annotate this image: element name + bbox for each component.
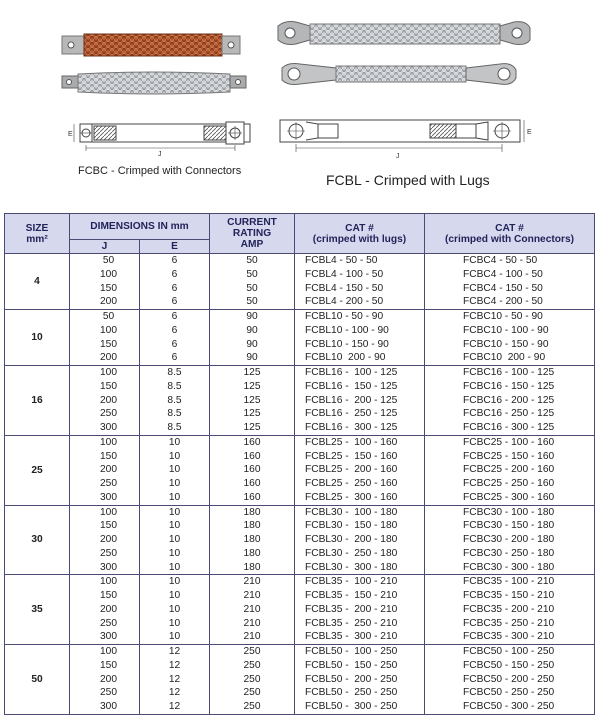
cat-lugs-value: FCBL4 - 150 - 50 (305, 282, 384, 294)
length-label-j: J (158, 151, 162, 158)
cat-lugs-value: FCBL35 - 300 - 210 (305, 631, 398, 643)
dim-j-value: 150 (100, 338, 117, 350)
current-rating-value: 250 (243, 687, 261, 699)
cat-connectors-value: FCBC25 - 200 - 160 (463, 464, 555, 476)
size-group-row (5, 645, 595, 715)
dim-j-value: 100 (100, 324, 117, 336)
dim-e-value: 10 (168, 464, 181, 476)
size-cell: 35 (5, 575, 70, 645)
cat-lugs-value: FCBL16 - 100 - 125 (305, 367, 398, 378)
cat-lugs-value: FCBL50 - 200 - 250 (305, 673, 398, 685)
cat-connectors-cell (425, 505, 595, 575)
cat-lugs-value: FCBL10 - 100 - 90 (305, 324, 389, 336)
current-rating-value: 90 (246, 311, 258, 322)
size-group-row (5, 435, 595, 505)
cat-connectors-value: FCBC25 - 250 - 160 (463, 478, 555, 489)
size-group-row (5, 575, 595, 645)
cat-connectors-value: FCBC30 - 100 - 180 (463, 506, 555, 518)
dim-e-value: 10 (168, 547, 181, 559)
dim-e-value: 12 (168, 659, 181, 671)
caption-lugs: FCBL - Crimped with Lugs (326, 172, 490, 188)
cat-connectors-value: FCBC30 - 300 - 180 (463, 561, 555, 573)
spec-table-header (5, 214, 595, 254)
dim-j-value: 150 (100, 590, 117, 601)
cat-connectors-value: FCBC50 - 150 - 250 (463, 659, 555, 671)
cat-connectors-value: FCBC35 - 150 - 210 (463, 590, 555, 601)
dim-j-cell (70, 575, 140, 645)
cat-lugs-value: FCBL30 - 100 - 180 (305, 506, 398, 518)
dim-j-value: 200 (100, 534, 117, 545)
current-rating-value: 210 (243, 576, 261, 588)
size-cell: 25 (5, 435, 70, 505)
dim-e-value: 10 (168, 631, 181, 643)
cat-connectors-value: FCBC25 - 150 - 160 (463, 450, 555, 462)
cat-lugs-value: FCBL16 - 300 - 125 (305, 422, 398, 433)
current-rating-cell (210, 505, 295, 575)
cat-lugs-value: FCBL30 - 150 - 180 (305, 520, 398, 532)
cat-lugs-cell (295, 310, 425, 366)
current-rating-cell (210, 366, 295, 436)
current-rating-value: 180 (243, 547, 261, 559)
dim-e-cell (140, 254, 210, 310)
cat-lugs-value: FCBL30 - 300 - 180 (305, 561, 398, 573)
current-rating-value: 180 (243, 520, 261, 532)
cat-connectors-value: FCBC50 - 100 - 250 (463, 646, 555, 657)
cat-connectors-value: FCBC10 - 150 - 90 (463, 338, 549, 350)
dim-e-value: 10 (168, 520, 181, 532)
cat-connectors-cell (425, 254, 595, 310)
current-rating-value: 50 (246, 268, 258, 280)
current-rating-value: 125 (243, 380, 261, 392)
cat-lugs-value: FCBL4 - 50 - 50 (305, 255, 378, 266)
cat-connectors-value: FCBC16 - 100 - 125 (463, 367, 555, 378)
current-rating-value: 50 (246, 282, 258, 294)
current-rating-value: 160 (243, 491, 261, 503)
dim-j-value: 300 (100, 491, 117, 503)
cat-connectors-value: FCBC30 - 200 - 180 (463, 534, 555, 545)
current-rating-cell (210, 645, 295, 715)
dim-e-value: 10 (168, 491, 181, 503)
current-rating-value: 210 (243, 631, 261, 643)
current-rating-value: 210 (243, 617, 261, 629)
cat-lugs-value: FCBL4 - 100 - 50 (305, 268, 384, 280)
dim-e-value: 6 (171, 311, 178, 322)
dim-e-value: 10 (168, 590, 181, 601)
cat-connectors-value: FCBC10 200 - 90 (463, 352, 546, 364)
dim-j-cell (70, 254, 140, 310)
silver-braid-lug-photo-2 (282, 64, 516, 85)
cat-lugs-cell (295, 366, 425, 436)
current-rating-value: 90 (246, 324, 258, 336)
current-rating-value: 180 (243, 506, 261, 518)
cat-lugs-value: FCBL35 - 100 - 210 (305, 576, 398, 588)
current-rating-value: 50 (246, 296, 258, 308)
current-rating-value: 90 (246, 338, 258, 350)
silver-braid-lug-photo-1 (278, 22, 530, 45)
spec-table-body (5, 254, 595, 715)
header-e: E (140, 240, 210, 254)
dim-e-value: 12 (168, 646, 181, 657)
cat-lugs-value: FCBL10 - 150 - 90 (305, 338, 389, 350)
dim-e-value: 8.5 (167, 408, 182, 420)
dim-j-value: 250 (100, 687, 117, 699)
cat-lugs-cell (295, 645, 425, 715)
cat-lugs-value: FCBL16 - 150 - 125 (305, 380, 398, 392)
current-rating-value: 160 (243, 464, 261, 476)
cat-connectors-value: FCBC16 - 250 - 125 (463, 408, 555, 420)
cat-lugs-value: FCBL4 - 200 - 50 (305, 296, 384, 308)
dim-e-value: 10 (168, 617, 181, 629)
dim-e-value: 10 (168, 561, 181, 573)
dim-j-value: 100 (100, 576, 117, 588)
current-rating-value: 125 (243, 408, 261, 420)
cat-lugs-value: FCBL35 - 150 - 210 (305, 590, 398, 601)
product-images (0, 0, 600, 205)
cat-connectors-value: FCBC4 - 150 - 50 (463, 282, 543, 294)
cat-connectors-value: FCBC50 - 200 - 250 (463, 673, 555, 685)
size-cell: 4 (5, 254, 70, 310)
dim-e-cell (140, 366, 210, 436)
current-rating-value: 160 (243, 450, 261, 462)
dim-e-value: 12 (168, 673, 181, 685)
caption-connectors: FCBC - Crimped with Connectors (78, 165, 242, 177)
dim-j-value: 250 (100, 478, 117, 489)
dim-e-value: 12 (168, 701, 181, 712)
cat-lugs-value: FCBL10 200 - 90 (305, 352, 386, 364)
dim-e-value: 10 (168, 534, 181, 545)
dim-e-value: 6 (171, 255, 178, 266)
cat-lugs-value: FCBL25 - 300 - 160 (305, 491, 398, 503)
header-j: J (70, 240, 140, 254)
current-rating-cell (210, 310, 295, 366)
dim-j-value: 150 (100, 659, 117, 671)
dim-e-value: 6 (171, 352, 178, 364)
dim-j-value: 100 (100, 268, 117, 280)
cat-connectors-value: FCBC4 - 50 - 50 (463, 255, 538, 266)
connector-dimension-drawing (68, 122, 250, 158)
dim-j-value: 250 (100, 408, 117, 420)
dim-j-value: 150 (100, 380, 117, 392)
cat-lugs-value: FCBL25 - 100 - 160 (305, 436, 398, 448)
spec-table (4, 213, 595, 715)
cat-lugs-value: FCBL50 - 150 - 250 (305, 659, 398, 671)
dim-e-value: 10 (168, 576, 181, 588)
dim-j-value: 200 (100, 352, 117, 364)
current-rating-value: 160 (243, 436, 261, 448)
dim-j-cell (70, 435, 140, 505)
lug-dimension-drawing (280, 120, 532, 160)
cat-connectors-value: FCBC4 - 200 - 50 (463, 296, 543, 308)
current-rating-value: 250 (243, 646, 261, 657)
cat-connectors-value: FCBC30 - 250 - 180 (463, 547, 555, 559)
dim-j-cell (70, 645, 140, 715)
cat-lugs-cell (295, 575, 425, 645)
current-rating-value: 180 (243, 534, 261, 545)
cat-lugs-value: FCBL35 - 200 - 210 (305, 603, 398, 615)
current-rating-cell (210, 254, 295, 310)
cat-connectors-value: FCBC25 - 300 - 160 (463, 491, 555, 503)
dim-j-value: 200 (100, 394, 117, 406)
dim-e-value: 10 (168, 603, 181, 615)
current-rating-cell (210, 575, 295, 645)
dim-j-value: 200 (100, 464, 117, 476)
dim-e-cell (140, 310, 210, 366)
width-label-e: E (68, 131, 73, 138)
width-label-e: E (527, 129, 532, 136)
dim-e-cell (140, 505, 210, 575)
copper-braid-connector-photo (62, 34, 240, 56)
size-group-row (5, 505, 595, 575)
dim-j-value: 100 (100, 506, 117, 518)
cat-lugs-value: FCBL50 - 100 - 250 (305, 646, 398, 657)
header-size (5, 214, 70, 254)
dim-e-value: 6 (171, 338, 178, 350)
dim-j-value: 300 (100, 701, 117, 712)
cat-connectors-value: FCBC35 - 100 - 210 (463, 576, 555, 588)
dim-e-value: 12 (168, 687, 181, 699)
current-rating-value: 50 (246, 255, 258, 266)
cat-lugs-value: FCBL16 - 250 - 125 (305, 408, 398, 420)
cat-connectors-cell (425, 435, 595, 505)
cat-lugs-value: FCBL30 - 200 - 180 (305, 534, 398, 545)
dim-e-cell (140, 645, 210, 715)
cat-connectors-value: FCBC16 - 200 - 125 (463, 394, 555, 406)
cat-lugs-value: FCBL50 - 250 - 250 (305, 687, 398, 699)
cat-connectors-value: FCBC16 - 150 - 125 (463, 380, 555, 392)
cat-connectors-value: FCBC50 - 300 - 250 (463, 701, 555, 712)
length-label-j: J (396, 153, 400, 160)
current-rating-value: 210 (243, 603, 261, 615)
cat-lugs-value: FCBL35 - 250 - 210 (305, 617, 398, 629)
dim-e-value: 8.5 (167, 380, 182, 392)
current-rating-value: 250 (243, 673, 261, 685)
current-rating-cell (210, 435, 295, 505)
dim-e-cell (140, 575, 210, 645)
current-rating-value: 90 (246, 352, 258, 364)
cat-connectors-value: FCBC4 - 100 - 50 (463, 268, 543, 280)
dim-j-cell (70, 366, 140, 436)
dim-j-value: 100 (100, 367, 117, 378)
size-cell: 50 (5, 645, 70, 715)
dim-e-cell (140, 435, 210, 505)
dim-e-value: 6 (171, 324, 178, 336)
dim-j-value: 50 (102, 255, 115, 266)
dim-e-value: 6 (171, 268, 178, 280)
cat-lugs-cell (295, 435, 425, 505)
cat-connectors-value: FCBC10 - 50 - 90 (463, 311, 543, 322)
cat-connectors-value: FCBC50 - 250 - 250 (463, 687, 555, 699)
dim-e-value: 10 (168, 450, 181, 462)
size-cell: 16 (5, 366, 70, 436)
cat-connectors-cell (425, 575, 595, 645)
cat-connectors-cell (425, 310, 595, 366)
cat-lugs-cell (295, 505, 425, 575)
current-rating-value: 250 (243, 659, 261, 671)
current-rating-value: 250 (243, 701, 261, 712)
cat-connectors-value: FCBC35 - 250 - 210 (463, 617, 555, 629)
header-size-unit: mm² (26, 233, 48, 245)
header-cat-lugs: CAT # (crimped with lugs) (295, 214, 425, 254)
dim-j-value: 150 (100, 450, 117, 462)
dim-j-value: 300 (100, 561, 117, 573)
header-dimensions: DIMENSIONS IN mm (70, 214, 210, 240)
dim-e-value: 10 (168, 478, 181, 489)
cat-connectors-value: FCBC30 - 150 - 180 (463, 520, 555, 532)
cat-connectors-value: FCBC10 - 100 - 90 (463, 324, 549, 336)
cat-lugs-value: FCBL30 - 250 - 180 (305, 547, 398, 559)
silver-braid-connector-photo (62, 72, 246, 94)
cat-connectors-cell (425, 366, 595, 436)
current-rating-value: 210 (243, 590, 261, 601)
dim-j-value: 50 (102, 311, 115, 322)
size-cell: 10 (5, 310, 70, 366)
dim-e-value: 8.5 (167, 394, 182, 406)
cat-connectors-value: FCBC16 - 300 - 125 (463, 422, 555, 433)
cat-lugs-value: FCBL25 - 250 - 160 (305, 478, 398, 489)
dim-j-value: 150 (100, 520, 117, 532)
size-group-row (5, 310, 595, 366)
header-current-rating: CURRENT RATING AMP (210, 214, 295, 254)
header-cat-connectors: CAT # (crimped with Connectors) (425, 214, 595, 254)
cat-lugs-cell (295, 254, 425, 310)
size-cell: 30 (5, 505, 70, 575)
dim-e-value: 8.5 (167, 367, 182, 378)
current-rating-value: 125 (243, 422, 261, 433)
current-rating-value: 160 (243, 478, 261, 489)
dim-j-value: 250 (100, 547, 117, 559)
dim-j-value: 200 (100, 673, 117, 685)
size-group-row (5, 366, 595, 436)
cat-lugs-value: FCBL25 - 200 - 160 (305, 464, 398, 476)
dim-j-value: 200 (100, 296, 117, 308)
current-rating-value: 125 (243, 394, 261, 406)
cat-lugs-value: FCBL16 - 200 - 125 (305, 394, 398, 406)
cat-connectors-value: FCBC25 - 100 - 160 (463, 436, 555, 448)
header-size-label: SIZE (25, 222, 49, 234)
current-rating-value: 180 (243, 561, 261, 573)
dim-j-value: 100 (100, 436, 117, 448)
dim-e-value: 6 (171, 282, 178, 294)
dim-j-value: 200 (100, 603, 117, 615)
dim-e-value: 8.5 (167, 422, 182, 433)
dim-e-value: 10 (168, 436, 181, 448)
dim-j-value: 150 (100, 282, 117, 294)
cat-lugs-value: FCBL25 - 150 - 160 (305, 450, 398, 462)
dim-j-value: 250 (100, 617, 117, 629)
dim-e-value: 6 (171, 296, 178, 308)
cat-connectors-cell (425, 645, 595, 715)
dim-j-cell (70, 310, 140, 366)
dim-j-value: 300 (100, 422, 117, 433)
dim-j-value: 100 (100, 646, 117, 657)
dim-j-cell (70, 505, 140, 575)
cat-connectors-value: FCBC35 - 300 - 210 (463, 631, 555, 643)
dim-j-value: 300 (100, 631, 117, 643)
cat-lugs-value: FCBL50 - 300 - 250 (305, 701, 398, 712)
size-group-row (5, 254, 595, 310)
dim-e-value: 10 (168, 506, 181, 518)
current-rating-value: 125 (243, 367, 261, 378)
cat-lugs-value: FCBL10 - 50 - 90 (305, 311, 384, 322)
cat-connectors-value: FCBC35 - 200 - 210 (463, 603, 555, 615)
